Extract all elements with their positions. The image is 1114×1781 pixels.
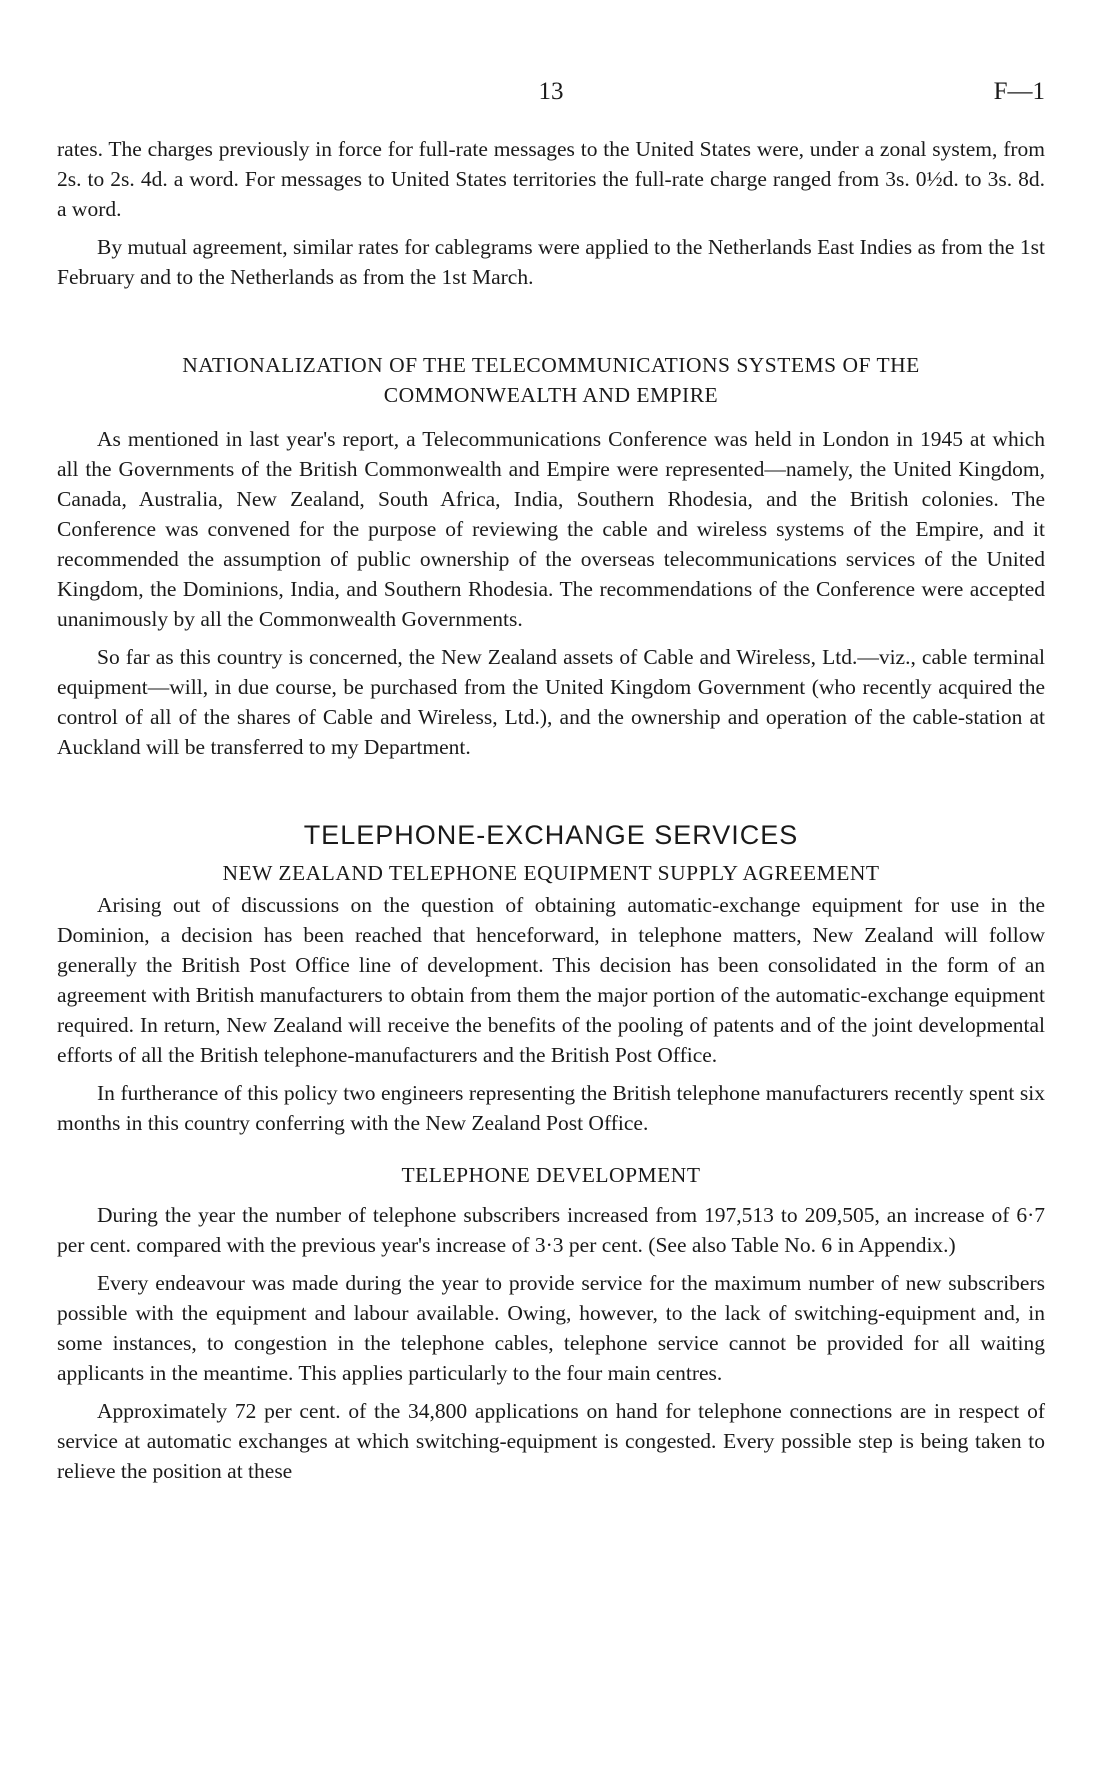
paragraph-endeavour: Every endeavour was made during the year to provide service for the maximum number of new subscribers possible with the equipment and labour available. Owing, however, to the lack of switching-equipment and, in some instances, to congestion in the telephone cables, telephone service cannot be provided for all waiting applicants in the meantime. This applies particularly to the four main centres. xyxy=(57,1271,1045,1385)
paragraph-approximately: Approximately 72 per cent. of the 34,800 applications on hand for telephone connections are in respect of service at automatic exchanges at which switching-equipment is congested. Every possible step is being taken to relieve the position at these xyxy=(57,1399,1045,1483)
heading-nationalization-line-1: NATIONALIZATION OF THE TELECOMMUNICATIONS SYSTEMS OF THE xyxy=(182,353,920,377)
paragraph-furtherance: In furtherance of this policy two engineers representing the British telephone manufacturers recently spent six months in this country conferring with the New Zealand Post Office. xyxy=(57,1081,1045,1135)
heading-telephone-exchange-services: TELEPHONE-EXCHANGE SERVICES xyxy=(303,820,799,850)
heading-supply-agreement: NEW ZEALAND TELEPHONE EQUIPMENT SUPPLY AGREEMENT xyxy=(222,861,880,885)
paragraph-arising: Arising out of discussions on the question of obtaining automatic-exchange equipment for use in the Dominion, a decision has been reached that henceforward, in telephone matters, New Zealand will follow generally the British Post Office line of development. This decision has been consolidated in the form of an agreement with British manufacturers to obtain from them the major portion of the automatic-exchange equipment required. In return, New Zealand will receive the benefits of the pooling of patents and of the joint developmental efforts of all the British telephone-manufacturers and the British Post Office. xyxy=(57,893,1045,1067)
paragraph-conference: As mentioned in last year's report, a Telecommunications Conference was held in London in 1945 at which all the Governments of the British Commonwealth and Empire were represented—namely, the United Kingdom, Canada, Australia, New Zealand, South Africa, India, Southern Rhodesia, and the British colonies. The Conference was convened for the purpose of reviewing the cable and wireless systems of the Empire, and it recommended the assumption of public ownership of the overseas telecommunications services of the United Kingdom, the Dominions, India, and Southern Rhodesia. The recommendations of the Conference were accepted unanimously by all the Commonwealth Governments. xyxy=(57,427,1045,631)
paragraph-rates: rates. The charges previously in force for full-rate messages to the United States were, under a zonal system, from 2s. to 2s. 4d. a word. For messages to United States territories the full-rate charge ranged from 3s. 0½d. to 3s. 8d. a word. xyxy=(57,137,1045,221)
page-body xyxy=(57,134,1045,1486)
document-reference: F—1 xyxy=(993,78,1045,105)
paragraph-subscribers: During the year the number of telephone subscribers increased from 197,513 to 209,505, an increase of 6·7 per cent. compared with the previous year's increase of 3·3 per cent. (See also Table No. 6 in Appendix.) xyxy=(57,1203,1045,1257)
paragraph-cable-wireless: So far as this country is concerned, the New Zealand assets of Cable and Wireless, Ltd.—viz., cable terminal equipment—will, in due course, be purchased from the United Kingdom Government (who recently acquired the control of all of the shares of Cable and Wireless, Ltd.), and the ownership and operation of the cable-station at Auckland will be transferred to my Department. xyxy=(57,645,1045,759)
page-number: 13 xyxy=(538,78,564,105)
heading-nationalization-line-2: COMMONWEALTH AND EMPIRE xyxy=(383,383,719,407)
paragraph-netherlands: By mutual agreement, similar rates for cablegrams were applied to the Netherlands East Indies as from the 1st February and to the Netherlands as from the 1st March. xyxy=(57,235,1045,289)
page-header xyxy=(57,78,1045,114)
heading-telephone-development: TELEPHONE DEVELOPMENT xyxy=(401,1163,701,1187)
